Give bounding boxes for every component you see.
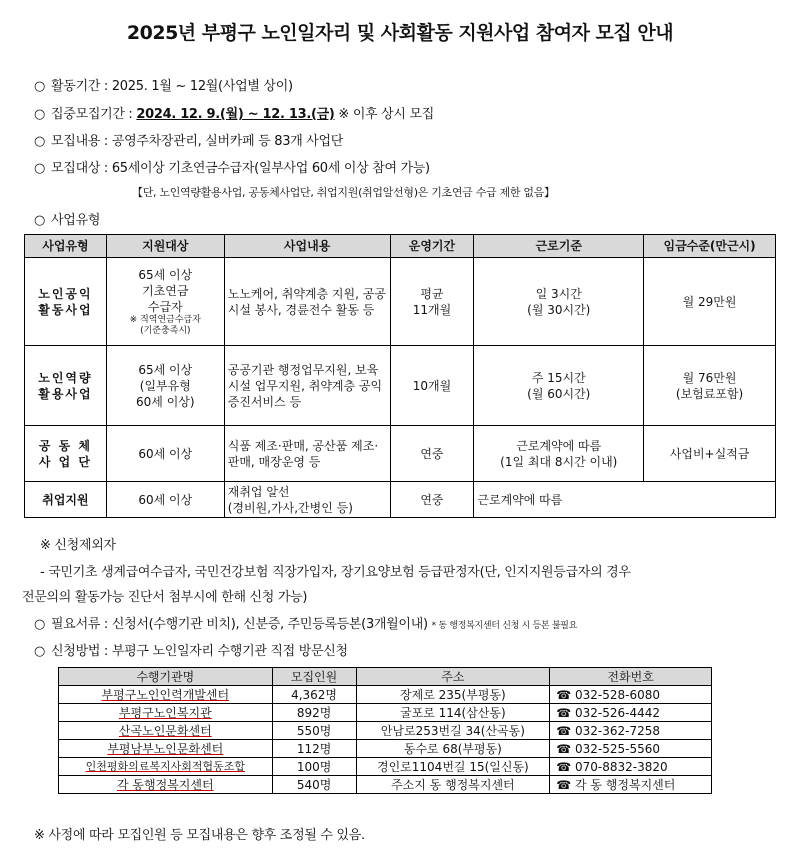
address-cell: 경인로1104번길 15(일신동) [356, 758, 550, 776]
table-header-row [25, 235, 776, 258]
target-cell: 65세 이상 (일부유형 60세 이상) [106, 346, 224, 426]
period-cell: 평균 11개월 [390, 258, 474, 346]
period-cell: 연중 [390, 426, 474, 482]
standard-cell: 일 3시간 (월 30시간) [474, 258, 644, 346]
phone-cell [550, 740, 712, 758]
address-cell: 안남로253번길 34(산곡동) [356, 722, 550, 740]
count-cell: 112명 [272, 740, 356, 758]
org-name-cell: 부평구노인인력개발센터 [59, 686, 273, 704]
header-target: 지원대상 [106, 235, 224, 258]
type-cell: 공 동 체 사 업 단 [25, 426, 107, 482]
address-cell: 굴포로 114(삼산동) [356, 704, 550, 722]
table-header-row [59, 668, 712, 686]
exclusion-label: ※ 신청제외자 [40, 538, 116, 553]
phone-icon: ☎ [556, 777, 572, 792]
header-count: 모집인원 [272, 668, 356, 686]
phone-number: 032-526-4442 [575, 705, 661, 720]
standard-cell: 근로계약에 따름 (1일 최대 8시간 이내) [474, 426, 644, 482]
exclusion-text-2: 전문의의 활동가능 진단서 첨부시에 한해 신청 가능) [22, 590, 308, 605]
phone-icon: ☎ [556, 759, 572, 774]
type-cell: 노인역량 활용사업 [25, 346, 107, 426]
recruit-target [34, 157, 430, 176]
table-row [25, 258, 776, 346]
count-cell: 550명 [272, 722, 356, 740]
wage-cell: 월 29만원 [644, 258, 776, 346]
phone-icon: ☎ [556, 705, 572, 720]
apply-method-text: 신청방법 : 부평구 노인일자리 수행기관 직접 방문신청 [51, 644, 348, 659]
phone-cell [550, 722, 712, 740]
bullet-icon: ○ [34, 161, 46, 176]
phone-icon: ☎ [556, 687, 572, 702]
header-address: 주소 [356, 668, 550, 686]
table-row [25, 346, 776, 426]
type-cell: 취업지원 [25, 482, 107, 518]
table-row [59, 776, 712, 794]
type-cell: 노인공익 활동사업 [25, 258, 107, 346]
table-row [59, 740, 712, 758]
org-name-cell: 산곡노인문화센터 [59, 722, 273, 740]
header-period: 운영기간 [390, 235, 474, 258]
period-cell: 10개월 [390, 346, 474, 426]
phone-cell [550, 686, 712, 704]
phone-cell [550, 776, 712, 794]
phone-cell [550, 758, 712, 776]
intensive-period-note: ※ 이후 상시 모집 [338, 107, 435, 122]
organization-table [58, 667, 712, 794]
table-row [59, 758, 712, 776]
activity-period-text: 활동기간 : 2025. 1월 ~ 12월(사업별 상이) [51, 79, 293, 94]
content-cell: 노노케어, 취약계층 지원, 공공시설 봉사, 경륜전수 활동 등 [224, 258, 390, 346]
table-row [59, 722, 712, 740]
types-section [34, 209, 100, 228]
count-cell: 100명 [272, 758, 356, 776]
table-row [59, 686, 712, 704]
wage-cell: 월 76만원 (보험료포함) [644, 346, 776, 426]
footer-note: ※ 사정에 따라 모집인원 등 모집내용은 향후 조정될 수 있음. [34, 828, 365, 843]
phone-cell [550, 704, 712, 722]
header-type: 사업유형 [25, 235, 107, 258]
address-cell: 장제로 235(부평동) [356, 686, 550, 704]
org-name-cell: 부평남부노인문화센터 [59, 740, 273, 758]
bullet-icon: ○ [34, 617, 46, 632]
bullet-icon: ○ [34, 213, 46, 228]
header-org-name: 수행기관명 [59, 668, 273, 686]
header-phone: 전화번호 [550, 668, 712, 686]
bullet-icon: ○ [34, 107, 46, 122]
standard-cell: 근로계약에 따름 [474, 482, 776, 518]
required-documents-text: 필요서류 : 신청서(수행기관 비치), 신분증, 주민등록등본(3개월이내) [51, 617, 428, 632]
recruit-content [34, 130, 343, 149]
bullet-icon: ○ [34, 134, 46, 149]
intensive-period-label: 집중모집기간 : [51, 107, 137, 122]
exclusion-text-1: - 국민기초 생계급여수급자, 국민건강보험 직장가입자, 장기요양보험 등급판정자(단, 인지지원등급자의 경우 [40, 565, 631, 580]
address-cell: 동수로 68(부평동) [356, 740, 550, 758]
standard-cell: 주 15시간 (월 60시간) [474, 346, 644, 426]
count-cell: 4,362명 [272, 686, 356, 704]
intensive-period-dates: 2024. 12. 9.(월) ~ 12. 13.(금) [136, 107, 335, 122]
phone-number: 032-362-7258 [575, 723, 661, 738]
table-row [25, 426, 776, 482]
recruit-content-text: 모집내용 : 공영주차장관리, 실버카페 등 83개 사업단 [51, 134, 344, 149]
phone-icon: ☎ [556, 741, 572, 756]
count-cell: 892명 [272, 704, 356, 722]
table-row [25, 482, 776, 518]
header-content: 사업내용 [224, 235, 390, 258]
org-name-cell: 각 동행정복지센터 [59, 776, 273, 794]
target-text: 65세 이상 기초연금 수급자 [138, 267, 193, 314]
phone-number: 070-8832-3820 [575, 759, 668, 774]
header-wage: 임금수준(만근시) [644, 235, 776, 258]
content-cell: 공공기관 행정업무지원, 보육시설 업무지원, 취약계층 공익증진서비스 등 [224, 346, 390, 426]
required-documents-note: * 동 행정복지센터 신청 시 등본 불필요 [431, 621, 578, 631]
address-cell: 주소지 동 행정복지센터 [356, 776, 550, 794]
bullet-icon: ○ [34, 79, 46, 94]
table-row [59, 704, 712, 722]
intensive-period [34, 103, 434, 122]
phone-number: 032-528-6080 [575, 687, 661, 702]
required-documents [34, 613, 577, 632]
recruit-target-note: 【단, 노인역량활용사업, 공동체사업단, 취업지원(취업알선형)은 기초연금 수급 제한 없음】 [132, 186, 555, 199]
business-types-table [24, 234, 776, 518]
header-standard: 근로기준 [474, 235, 644, 258]
phone-icon: ☎ [556, 723, 572, 738]
phone-number: 각 동 행정복지센터 [575, 777, 676, 792]
bullet-icon: ○ [34, 644, 46, 659]
content-cell: 재취업 알선 (경비원,가사,간병인 등) [224, 482, 390, 518]
types-section-label: 사업유형 [51, 213, 101, 228]
activity-period [34, 75, 293, 94]
target-cell: 60세 이상 [106, 482, 224, 518]
page-title: 2025년 부평구 노인일자리 및 사회활동 지원사업 참여자 모집 안내 [126, 22, 674, 44]
wage-cell: 사업비+실적금 [644, 426, 776, 482]
target-note: ※ 직역연금수급자 (기준충족시) [129, 314, 201, 336]
apply-method [34, 640, 348, 659]
recruit-target-text: 모집대상 : 65세이상 기초연금수급자(일부사업 60세 이상 참여 가능) [51, 161, 430, 176]
target-cell: 60세 이상 [106, 426, 224, 482]
count-cell: 540명 [272, 776, 356, 794]
org-name-cell: 인천평화의료복지사회적협동조합 [59, 758, 273, 776]
target-cell [106, 258, 224, 346]
org-name-cell: 부평구노인복지관 [59, 704, 273, 722]
period-cell: 연중 [390, 482, 474, 518]
phone-number: 032-525-5560 [575, 741, 661, 756]
content-cell: 식품 제조·판매, 공산품 제조·판매, 매장운영 등 [224, 426, 390, 482]
